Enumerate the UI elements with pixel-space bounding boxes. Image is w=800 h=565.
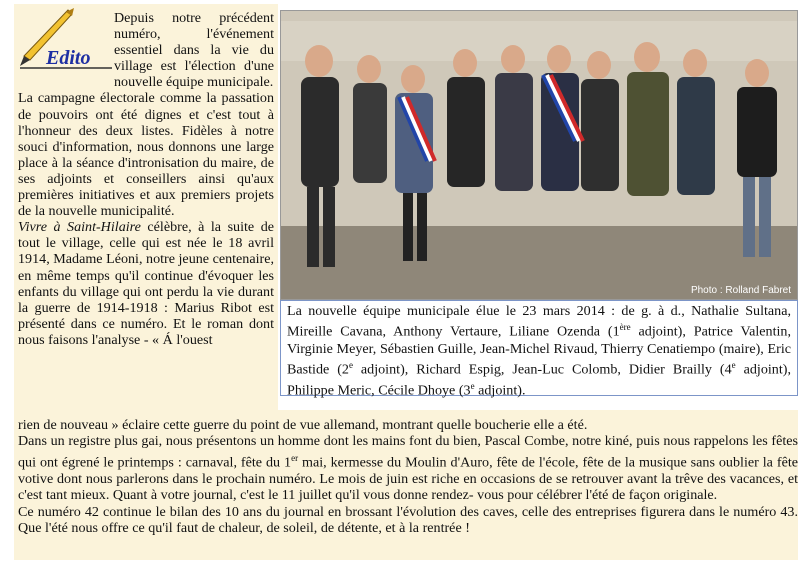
caption-text: adjoint), Patrice Valentin, Virginie Meyer, Sébastien Guille, Jean-Michel Rivaud, Thierry Cenatiempo (maire), Eric Bastide (2: [287, 324, 791, 378]
team-photo: [280, 10, 798, 300]
bottom-paragraph-1: rien de nouveau » éclaire cette guerre du point de vue allemand, montrant quelle boucherie elle a été.: [18, 417, 588, 433]
photo-credit: Photo : Rolland Fabret: [690, 285, 791, 296]
caption-superscript: ère: [619, 322, 631, 333]
bottom-paragraph-2: [18, 433, 798, 503]
edito-left-column: [18, 10, 274, 348]
bottom-text-span: Dans un registre plus gai, nous présentons un homme dont les mains font du bien, Pascal Combe, notre kiné, puis nous rappelons les fêtes qui ont égrené le printemps : carnaval, fête du 1: [18, 433, 798, 471]
campaign-paragraph: La campagne électorale comme la passation de pouvoirs ont été dignes et c'est tout à l'honneur des deux listes. Fidèles à notre souci d'information, nous donnons une large place à la séance d'intronisation du maire, de ses adjoints et conseillers ainsi qu'aux premières initiatives et aux premiers projets de la nouvelle municipalité.: [18, 90, 274, 220]
bottom-text-span: mai, kermesse du Moulin d'Auro, fête de l'école, fête de la musique sans oublier la fête votive dont nous parlerons dans le prochain numéro. Le mois de juin est riche en occasions de se retrouver avant la trêve des vacances, et c'est tant mieux. Quant à votre journal, c'est le 11 juillet qu'il vous donne rendez- vous pour célébrer l'été de façon originale.: [18, 454, 798, 504]
caption-text: adjoint), Richard Espig, Jean-Luc Colomb, Didier Brailly (4: [352, 361, 732, 378]
edito-label: Edito: [46, 47, 91, 69]
caption-superscript: e: [348, 359, 353, 370]
caption-text: La nouvelle équipe municipale élue le 23 mars 2014 : de g. à d., Nathalie Sultana, Mireille Cavana, Anthony Vertaure, Liliane Ozenda (1: [287, 303, 791, 341]
bottom-superscript: er: [291, 452, 299, 463]
group-photo-illustration: [281, 11, 798, 300]
caption-text: adjoint).: [474, 382, 526, 399]
intro-text: Depuis notre précédent numéro, l'événement essentiel dans la vie du village est l'élection d'une nouvelle équipe municipale.: [114, 10, 274, 91]
caption-superscript: e: [470, 381, 475, 391]
photo-caption: [280, 300, 798, 399]
bottom-paragraph-3: Ce numéro 42 continue le bilan des 10 ans du journal en brossant l'évolution des caves, celle des entreprises figurera dans le numéro 43. Que l'été nous offre ce qu'il faut de chaleur, de soleil, de détente, et à la rentrée !: [18, 503, 798, 537]
vivre-paragraph: [18, 219, 274, 348]
vivre-text: célèbre, à la suite de tout le village, celle qui est née le 18 avril 1914, Madame Léoni, notre jeune centenaire, en même temps qu'il continue d'évoquer les enfants du village qui ont perdu la vie durant la guerre de 1914-1918 : Marius Ribot est présenté dans ce numéro. Et le roman dont nous faisons l'analyse - « Á l'ouest: [18, 219, 275, 348]
intro-paragraph: [18, 10, 274, 90]
edito-bottom-text: [18, 417, 798, 537]
magazine-title: Vivre à Saint-Hilaire: [18, 219, 141, 236]
newsletter-page: [14, 4, 800, 560]
caption-text: adjoint), Philippe Meric, Cécile Dhoye (3: [287, 361, 791, 399]
caption-superscript: e: [731, 359, 736, 370]
